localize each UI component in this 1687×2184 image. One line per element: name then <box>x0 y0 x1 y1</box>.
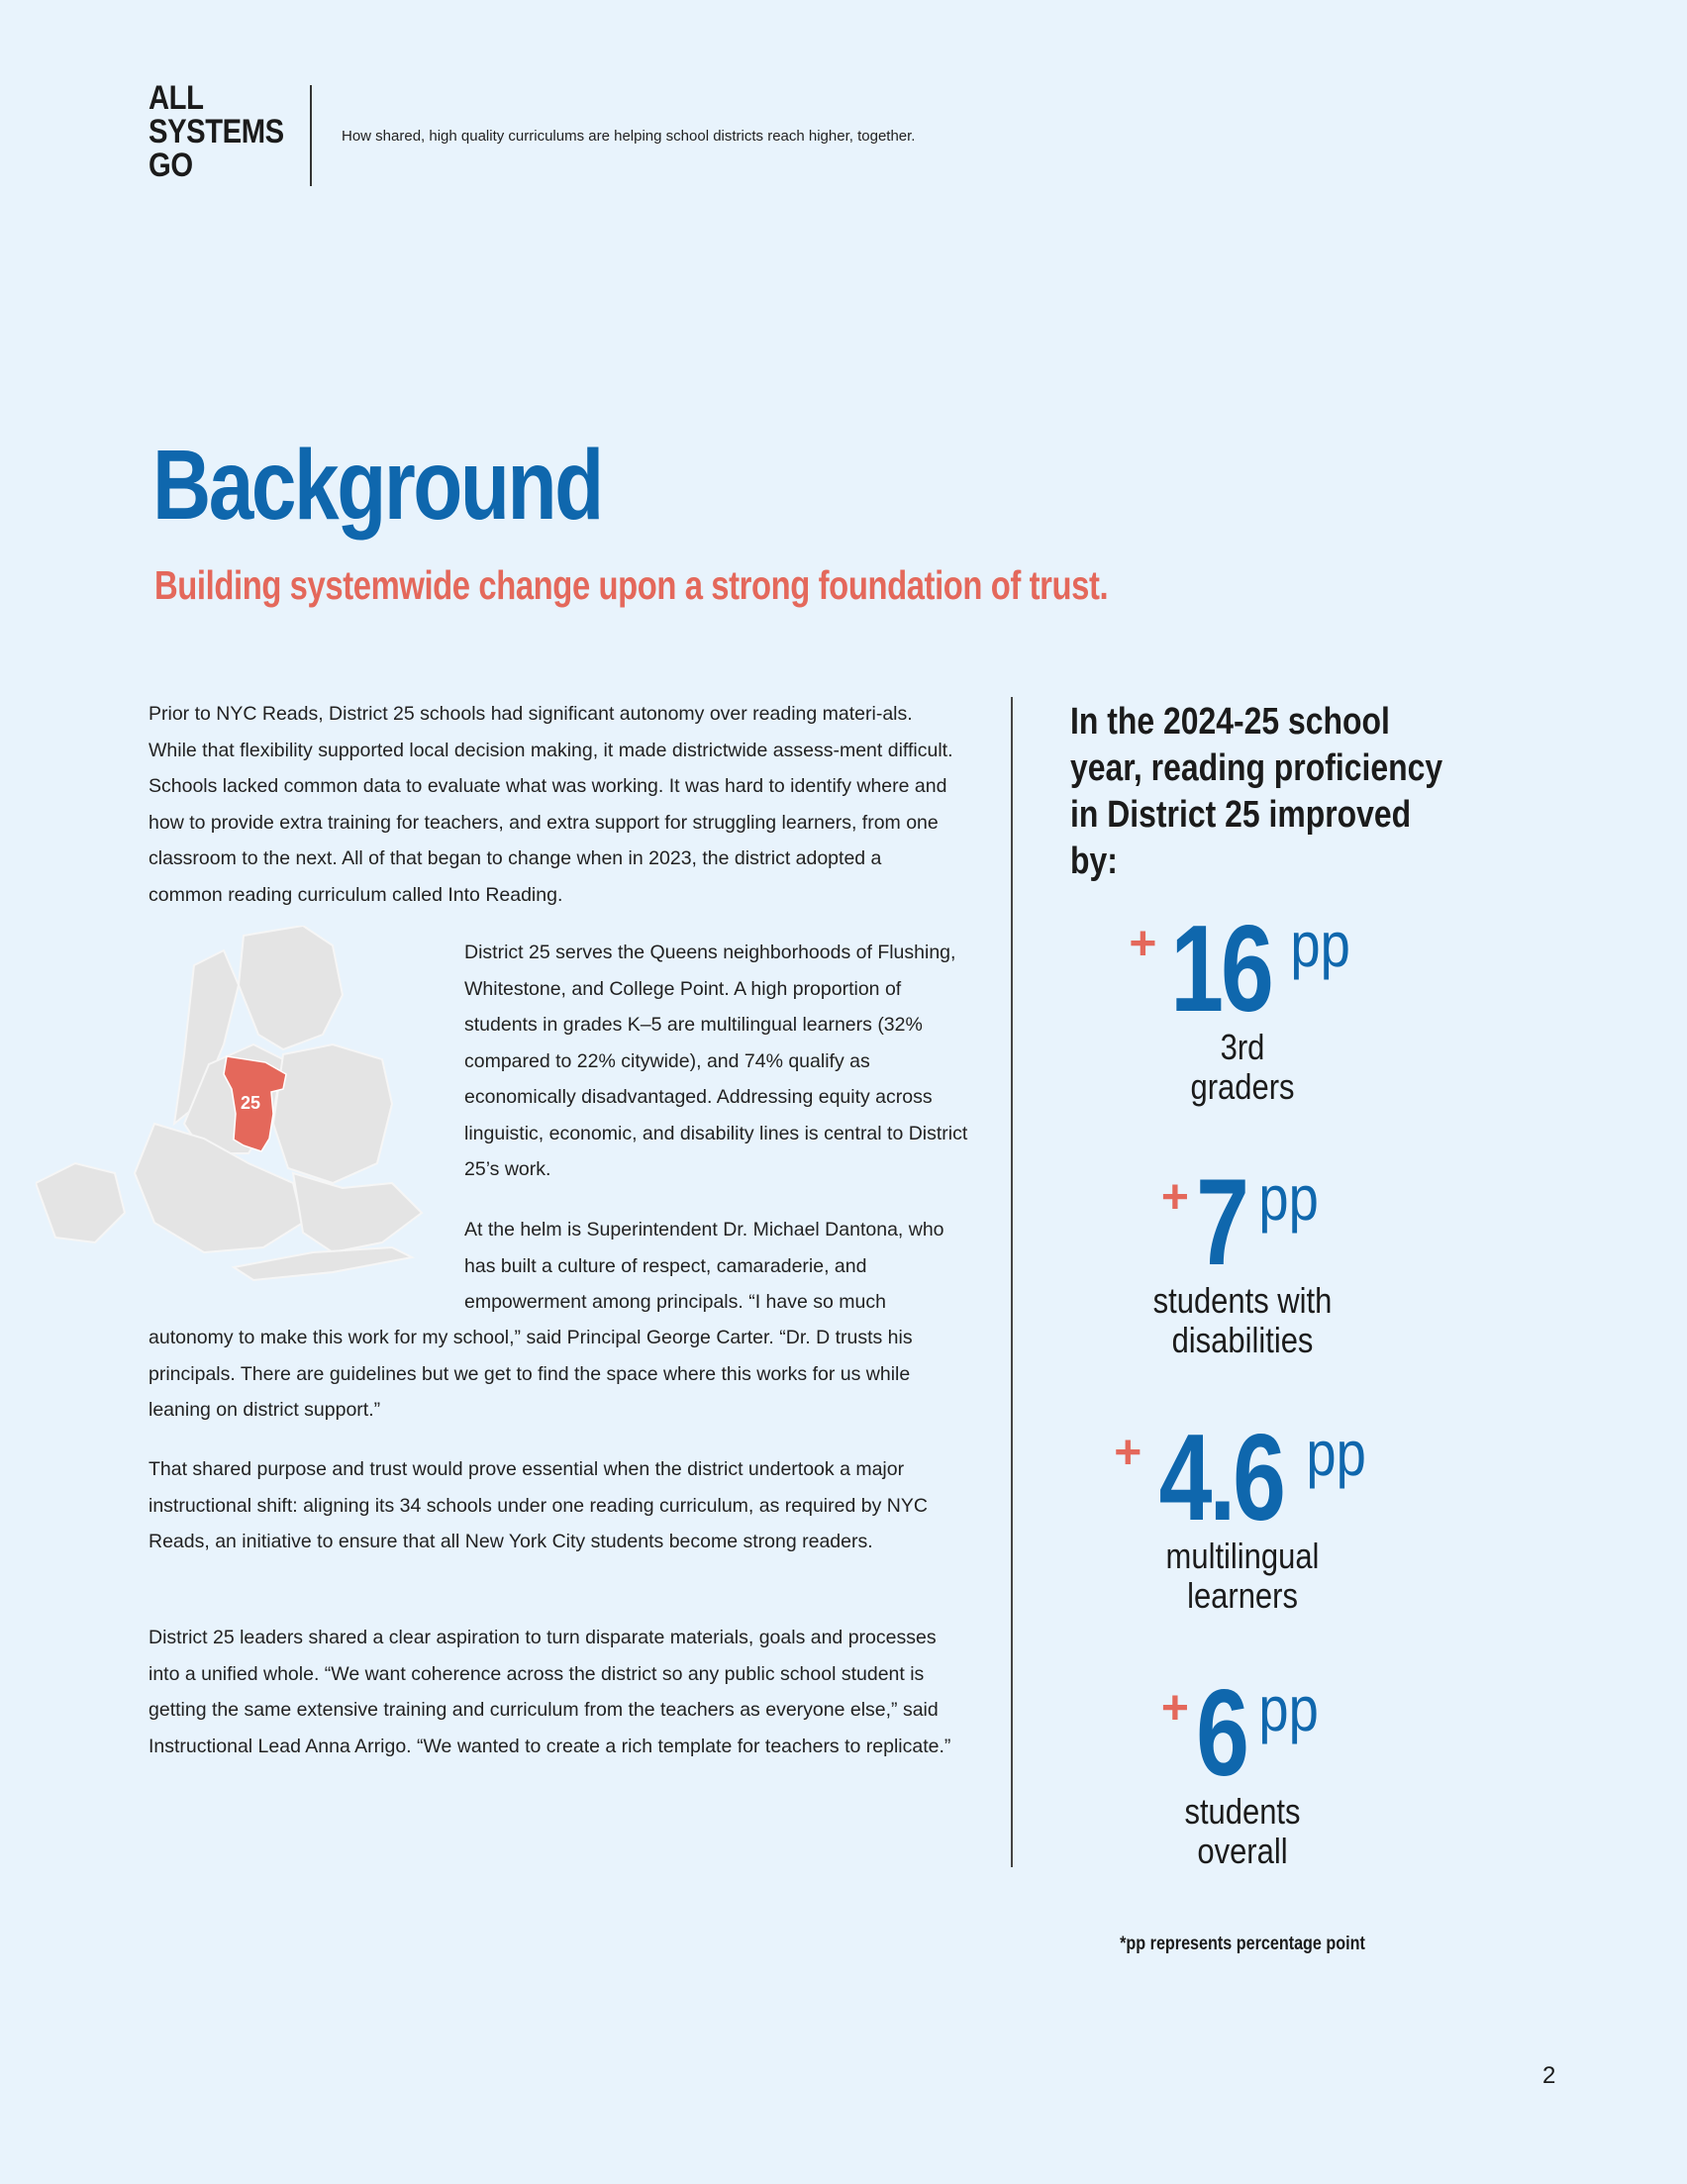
stat-label: learners <box>1187 1575 1298 1616</box>
stat-value: 4.6 <box>1158 1410 1283 1546</box>
paragraph-district-profile: District 25 serves the Queens neighborhoods of Flushing, Whitestone, and College Point. A high proportion of students in grades K–5 are multilingual learners (32% compared to 22% citywide), and 74% qualify as economically disadvantaged. Addressing equity across linguistic, economic, and disability lines is central to District 25’s work. <box>464 942 968 1180</box>
stat-value: 7 <box>1196 1154 1246 1291</box>
stat-figure <box>1089 1154 1396 1291</box>
brand-logo <box>149 81 284 182</box>
stat-unit: pp <box>1305 1418 1366 1489</box>
paragraph-aspiration: District 25 leaders shared a clear aspiration to turn disparate materials, goals and processes into a unified whole. “We want coherence across the district so any public school student is getting the same extensive training and curriculum from the teachers as everyone else,” said Instructional Lead Anna Arrigo. “We wanted to create a rich template for teachers to replicate.” <box>149 1627 951 1757</box>
stat-plus-sign: + <box>1160 1682 1189 1735</box>
stat-label: multilingual <box>1165 1536 1320 1576</box>
paragraph-instructional-shift: That shared purpose and trust would prove essential when the district undertook a major instructional shift: aligning its 34 schools under one reading curriculum, as required by NYC Reads, an initiative to ensure that all New York City students become strong readers. <box>149 1458 928 1552</box>
paragraph-leadership-part1: At the helm is Superintendent Dr. Michael Dantona, who has built a culture of respect, camaraderie, and empowerment among principals. “I have so much <box>464 1219 944 1313</box>
map-region-staten-island <box>36 1163 125 1242</box>
map-region-rockaway <box>234 1247 412 1280</box>
stat-unit: pp <box>1258 1162 1319 1234</box>
stat-students-with-disabilities <box>1089 1154 1396 1360</box>
stats-footnote: *pp represents percentage point <box>1120 1934 1365 1954</box>
map-region-queens-east <box>273 1044 392 1183</box>
paragraph-leadership-part2: autonomy to make this work for my school,” said Principal George Carter. “Dr. D trusts his principals. There are guidelines but we get to find the space where this works for us while leaning on district support.” <box>149 1327 913 1421</box>
stats-heading: In the 2024-25 school year, reading proficiency in District 25 improved by: <box>1070 701 1443 882</box>
stat-label: overall <box>1197 1831 1288 1871</box>
page-subtitle: Building systemwide change upon a strong foundation of trust. <box>154 562 1109 608</box>
stat-unit: pp <box>1258 1673 1319 1744</box>
brand-line: SYSTEMS <box>149 113 284 150</box>
stat-label: students <box>1184 1791 1301 1832</box>
stat-label: disabilities <box>1171 1320 1314 1360</box>
page-number: 2 <box>1542 2062 1556 2089</box>
stat-unit: pp <box>1290 909 1351 980</box>
stat-label: graders <box>1190 1066 1295 1107</box>
map-district-label: 25 <box>240 1093 261 1113</box>
header-tagline: How shared, high quality curriculums are helping school districts reach higher, together. <box>342 128 916 145</box>
stat-value: 16 <box>1170 901 1272 1038</box>
stat-figure <box>1089 901 1396 1038</box>
stat-label: students with <box>1152 1280 1333 1321</box>
stat-value: 6 <box>1196 1665 1246 1802</box>
brand-line: GO <box>149 147 193 184</box>
stat-students-overall <box>1089 1665 1396 1871</box>
stat-figure <box>1089 1410 1396 1546</box>
stat-plus-sign: + <box>1160 1171 1189 1224</box>
map-region-southeast <box>293 1173 422 1252</box>
brand-line: ALL <box>149 79 204 117</box>
queens-district-map <box>36 926 461 1282</box>
stat-plus-sign: + <box>1129 918 1157 970</box>
stat-figure <box>1089 1665 1396 1802</box>
page-title: Background <box>152 430 602 541</box>
stat-multilingual-learners <box>1089 1410 1396 1616</box>
column-divider <box>1011 697 1013 1867</box>
header-divider <box>310 85 312 186</box>
stat-plus-sign: + <box>1114 1427 1142 1479</box>
paragraph-intro: Prior to NYC Reads, District 25 schools had significant autonomy over reading materi-als. While that flexibility supported local decision making, it made districtwide assess-ment difficult. Schools lacked common data to evaluate what was working. It was hard to identify where and how to provide extra training for teachers, and extra support for struggling learners, from one classroom to the next. All of that began to change when in 2023, the district adopted a common reading curriculum called Into Reading. <box>149 703 953 906</box>
stat-label: 3rd <box>1220 1027 1265 1067</box>
map-region-bronx <box>239 926 343 1049</box>
stat-3rd-graders <box>1089 901 1396 1107</box>
